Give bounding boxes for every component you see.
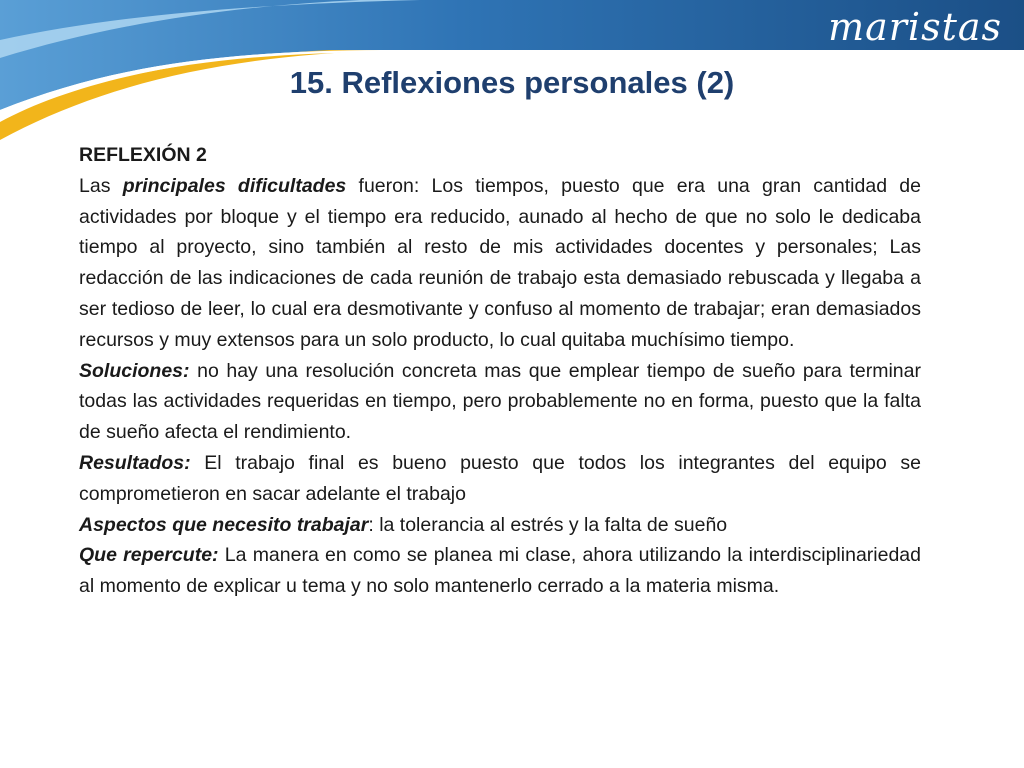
paragraph-aspectos — [79, 510, 921, 541]
paragraph-soluciones — [79, 356, 921, 448]
paragraph-dificultades — [79, 171, 921, 356]
p4-label: Aspectos que necesito trabajar — [79, 513, 369, 536]
slide-title: 15. Reflexiones personales (2) — [289, 65, 735, 100]
p3-text: El trabajo final es bueno puesto que todos los integrantes del equipo se comprometieron en sacar adelante el trabajo — [79, 451, 921, 505]
p5-text: La manera en como se planea mi clase, ahora utilizando la interdisciplinariedad al momento de explicar u tema y no solo mantenerlo cerrado a la materia misma. — [79, 544, 921, 598]
p4-text: : la tolerancia al estrés y la falta de sueño — [368, 513, 728, 536]
reflection-heading: REFLEXIÓN 2 — [79, 144, 207, 166]
paragraph-repercute — [79, 540, 921, 602]
slide-body — [79, 140, 921, 602]
maristas-logo: maristas — [828, 5, 1002, 49]
paragraph-resultados — [79, 448, 921, 510]
p1-text: fueron: Los tiempos, puesto que era una gran cantidad de actividades por bloque y el tiempo era reducido, aunado al hecho de que no solo le dedicaba tiempo al proyecto, sino también al resto de mis actividades docentes y personales; Las redacción de las indicaciones de cada reunión de trabajo esta demasiado rebuscada y llegaba a ser tedioso de leer, lo cual era desmotivante y confuso al momento de trabajar; eran demasiados recursos y muy extensos para un solo producto, lo cual quitaba muchísimo tiempo. — [79, 174, 921, 351]
p5-label: Que repercute: — [79, 544, 219, 567]
p1-lead: Las — [79, 174, 123, 197]
p1-emphasis: principales dificultades — [122, 174, 347, 197]
p2-label: Soluciones: — [79, 359, 190, 382]
p3-label: Resultados: — [79, 451, 191, 474]
p2-text: no hay una resolución concreta mas que emplear tiempo de sueño para terminar todas las actividades requeridas en tiempo, pero probablemente no en forma, puesto que la falta de sueño afecta el rendimiento. — [79, 359, 921, 444]
